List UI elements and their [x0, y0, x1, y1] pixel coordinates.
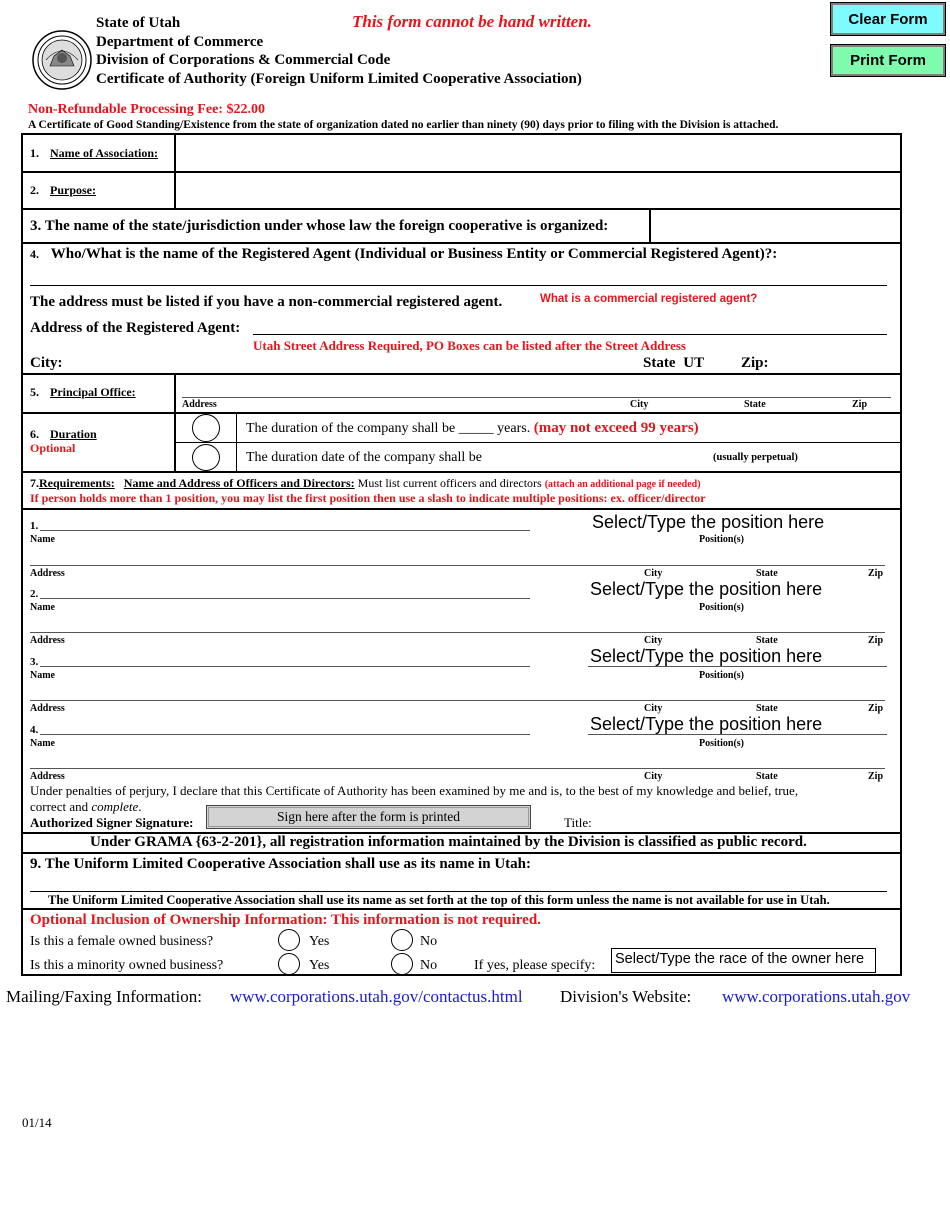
principal-zip-label: Zip: [852, 399, 868, 410]
utah-name-input[interactable]: [30, 874, 887, 891]
duration-date-radio[interactable]: [192, 444, 220, 471]
officer-4-state-label: State: [756, 771, 778, 782]
section3-label: 3. The name of the state/jurisdiction under whose law the foreign cooperative is organized:: [30, 218, 609, 234]
officer-3-address-label: Address: [30, 703, 65, 714]
header-state: State of Utah: [96, 15, 181, 31]
agent-address-input[interactable]: [253, 317, 887, 334]
agent-city-label: City:: [30, 355, 63, 371]
officer-1-city-label: City: [644, 568, 663, 579]
officer-3-city-label: City: [644, 703, 663, 714]
female-owned-question: Is this a female owned business?: [30, 934, 214, 949]
officer-1-name-input[interactable]: [40, 514, 530, 530]
officer-1-positions-label: Position(s): [699, 534, 744, 545]
section1-label: Name of Association:: [50, 146, 158, 160]
registered-agent-input[interactable]: [30, 266, 887, 285]
section6-optional: Optional: [30, 441, 76, 455]
section7-officers-label: Name and Address of Officers and Directors:: [123, 476, 355, 490]
agent-zip-label: Zip:: [741, 355, 769, 371]
officer-3-positions-label: Position(s): [699, 670, 744, 681]
officer-3-position-select[interactable]: Select/Type the position here: [590, 646, 823, 666]
officer-2-zip-label: Zip: [868, 635, 884, 646]
section7-number: 7.: [30, 476, 39, 490]
minority-owned-yes-label: Yes: [309, 958, 330, 973]
section6-label: Duration: [50, 427, 97, 441]
agent-address-label: Address of the Registered Agent:: [30, 320, 241, 336]
header-department: Department of Commerce: [96, 33, 264, 50]
officer-4-zip-label: Zip: [868, 771, 884, 782]
perjury-line-2a: correct and: [30, 799, 92, 814]
section2-number: 2.: [30, 183, 39, 197]
duration-years-text: The duration of the company shall be _____ years.: [246, 421, 531, 436]
print-form-button[interactable]: Print Form: [830, 44, 946, 77]
officer-4-number: 4.: [30, 724, 39, 736]
section7-must-list: Must list current officers and directors: [357, 476, 542, 490]
agent-state-group: [643, 355, 704, 372]
section5-label-group: [30, 385, 136, 400]
agent-state-value: UT: [683, 355, 705, 371]
agent-city-input[interactable]: [68, 354, 628, 372]
principal-state-label: State: [744, 399, 766, 410]
mailing-link[interactable]: www.corporations.utah.gov/contactus.html: [230, 987, 523, 1006]
officer-2-state-label: State: [756, 635, 778, 646]
form-code: 01/14: [22, 1115, 52, 1130]
section9-note: The Uniform Limited Cooperative Association shall use its name as set forth at the top of this form unless the name is not available for use in Utah.: [48, 893, 830, 907]
principal-office-input[interactable]: [182, 378, 891, 397]
section7-header: [30, 476, 701, 491]
agent-zip-input[interactable]: [774, 354, 888, 372]
section5-label: Principal Office:: [50, 385, 136, 399]
officer-4-address-input[interactable]: [30, 752, 885, 768]
minority-owned-question: Is this a minority owned business?: [30, 958, 224, 973]
officer-2-number: 2.: [30, 588, 39, 600]
officer-1-name-label: Name: [30, 534, 55, 545]
section2-label: Purpose:: [50, 183, 96, 197]
section4-question: Who/What is the name of the Registered Agent (Individual or Business Entity or Commercial Registered Agent)?:: [50, 246, 778, 262]
duration-date-text: The duration date of the company shall be: [246, 450, 482, 465]
specify-label: If yes, please specify:: [474, 958, 596, 973]
street-address-note: Utah Street Address Required, PO Boxes can be listed after the Street Address: [253, 338, 686, 353]
officer-2-address-input[interactable]: [30, 616, 885, 632]
officer-4-position-select[interactable]: Select/Type the position here: [590, 714, 823, 734]
officer-2-name-label: Name: [30, 602, 55, 613]
section5-number: 5.: [30, 385, 39, 399]
race-select[interactable]: Select/Type the race of the owner here: [611, 948, 876, 973]
officer-1-address-input[interactable]: [30, 549, 885, 565]
section7-attach-note: (attach an additional page if needed): [544, 479, 701, 490]
association-name-input[interactable]: [178, 137, 898, 169]
officer-3-state-label: State: [756, 703, 778, 714]
header-certificate-title: Certificate of Authority (Foreign Uniform Limited Cooperative Association): [96, 70, 582, 87]
jurisdiction-input[interactable]: [653, 212, 898, 240]
section7-requirements: Requirements:: [39, 476, 115, 490]
officer-2-address-label: Address: [30, 635, 65, 646]
commercial-agent-link[interactable]: What is a commercial registered agent?: [540, 293, 758, 305]
title-label: Title:: [564, 815, 592, 830]
officer-3-address-input[interactable]: [30, 684, 885, 700]
section7-multi-position-note: If person holds more than 1 position, you may list the first position then use a slash to indicate multiple positions: ex. officer/director: [30, 491, 706, 505]
section4-number: 4.: [30, 247, 39, 261]
officer-4-positions-label: Position(s): [699, 738, 744, 749]
utah-seal-icon: [32, 30, 92, 90]
minority-owned-no-label: No: [420, 958, 438, 973]
section1-label-group: [30, 146, 158, 161]
female-owned-no-radio[interactable]: [391, 929, 413, 951]
principal-address-label: Address: [182, 399, 217, 410]
header-division: Division of Corporations & Commercial Code: [96, 52, 391, 68]
principal-city-label: City: [630, 399, 649, 410]
officer-3-name-label: Name: [30, 670, 55, 681]
section6-number: 6.: [30, 427, 39, 441]
officer-3-zip-label: Zip: [868, 703, 884, 714]
signature-field[interactable]: Sign here after the form is printed: [206, 805, 531, 829]
female-owned-no-label: No: [420, 934, 438, 949]
mailing-label: Mailing/Faxing Information:: [6, 987, 202, 1006]
section2-label-group: [30, 183, 96, 198]
officer-4-name-label: Name: [30, 738, 55, 749]
section9-label: 9. The Uniform Limited Cooperative Association shall use as its name in Utah:: [30, 856, 531, 872]
section1-number: 1.: [30, 146, 39, 160]
website-link[interactable]: www.corporations.utah.gov: [722, 987, 911, 1006]
purpose-input[interactable]: [178, 175, 898, 206]
good-standing-notice: A Certificate of Good Standing/Existence from the state of organization dated no earlier than ninety (90) days prior to filing with the Division is attached.: [28, 119, 779, 131]
grama-notice: Under GRAMA {63-2-201}, all registration information maintained by the Division is classified as public record.: [90, 834, 807, 850]
duration-date-note: (usually perpetual): [713, 452, 798, 463]
officer-2-city-label: City: [644, 635, 663, 646]
perjury-line-1: Under penalties of perjury, I declare that this Certificate of Authority has been examined by me and is, to the best of my knowledge and belief, true,: [30, 783, 799, 798]
clear-form-button[interactable]: Clear Form: [830, 2, 946, 36]
officer-1-number: 1.: [30, 520, 39, 532]
officer-4-name-input[interactable]: [40, 718, 530, 734]
officer-3-number: 3.: [30, 656, 39, 668]
female-owned-yes-radio[interactable]: [278, 929, 300, 951]
officer-3-name-input[interactable]: [40, 650, 530, 666]
website-label: Division's Website:: [560, 987, 692, 1006]
duration-years-radio[interactable]: [192, 414, 220, 442]
officer-4-address-label: Address: [30, 771, 65, 782]
officer-1-state-label: State: [756, 568, 778, 579]
minority-owned-yes-radio[interactable]: [278, 953, 300, 975]
agent-state-label: State: [643, 355, 676, 371]
officer-1-zip-label: Zip: [868, 568, 884, 579]
officer-2-name-input[interactable]: [40, 582, 530, 598]
female-owned-yes-label: Yes: [309, 934, 330, 949]
duration-date-input[interactable]: [486, 448, 706, 466]
title-input[interactable]: [598, 812, 888, 830]
address-note: The address must be listed if you have a non-commercial registered agent.: [30, 294, 503, 310]
handwritten-warning: This form cannot be hand written.: [352, 12, 592, 31]
officer-4-city-label: City: [644, 771, 663, 782]
perjury-line-2b: complete: [91, 799, 139, 814]
duration-years-input[interactable]: [456, 420, 492, 436]
section4-question-group: [30, 246, 777, 263]
duration-years-note: (may not exceed 99 years): [533, 420, 699, 436]
perjury-line-2c: .: [138, 799, 142, 814]
officer-2-position-select[interactable]: Select/Type the position here: [590, 579, 823, 599]
minority-owned-no-radio[interactable]: [391, 953, 413, 975]
officer-1-address-label: Address: [30, 568, 65, 579]
officer-2-positions-label: Position(s): [699, 602, 744, 613]
signer-label: Authorized Signer Signature:: [30, 815, 194, 830]
section6-label-group: [30, 427, 97, 442]
processing-fee: Non-Refundable Processing Fee: $22.00: [28, 102, 265, 117]
officer-1-position-select[interactable]: Select/Type the position here: [592, 512, 825, 532]
ownership-heading: Optional Inclusion of Ownership Information: This information is not required.: [30, 912, 541, 928]
